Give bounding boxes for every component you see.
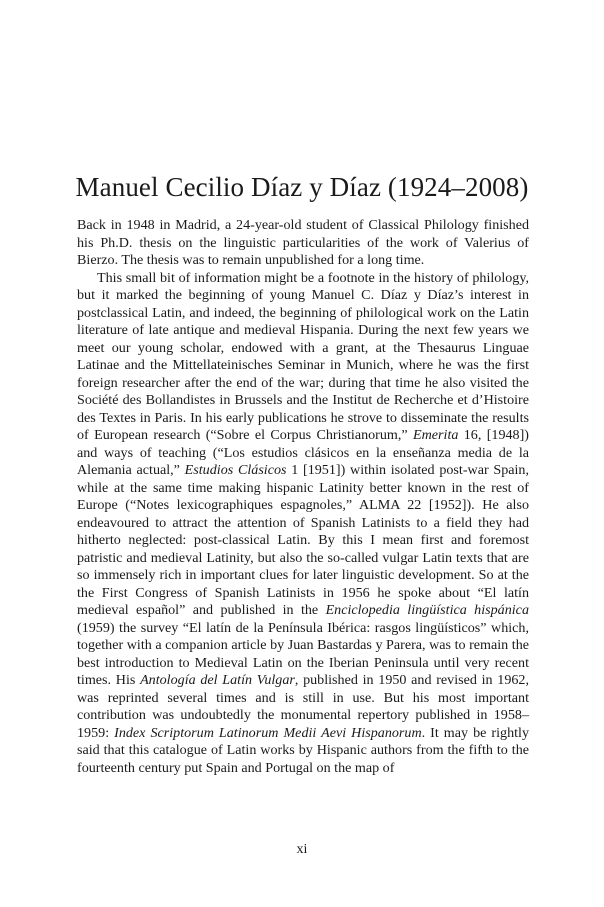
text-run: . It may be rightly said that this catalogue of Latin works by Hispanic authors from the fifth to the fourteenth century put Spain and Portugal on the map of	[77, 724, 529, 776]
text-run: , published in 1950 and revised in 1962, was reprinted several times and is still in use. But his most important contribution was undoubtedly the monumental repertory published in 1958–1959:	[77, 672, 530, 741]
paragraph-2	[77, 270, 529, 778]
journal-title-estudios-clasicos: Estudios Clásicos	[184, 462, 287, 478]
work-title-antologia: Antología del Latín Vulgar	[140, 672, 295, 688]
chapter-title: Manuel Cecilio Díaz y Díaz (1924–2008)	[75, 172, 529, 202]
page-number: xi	[296, 842, 308, 857]
text-run: This small bit of information might be a footnote in the history of philology, but it marked the beginning of young Manuel C. Díaz y Díaz’s interest in postclassical Latin, and indeed, the beginning of philological work on the Latin literature of late antique and medieval Hispania. During the next few years we meet our young scholar, endowed with a grant, at the Thesaurus Linguae Latinae and the Mittellateinisches Seminar in Munich, where he was the first foreign researcher after the end of the war; during that time he also visited the Société des Bollandistes in Brussels and the Institut de Recherche et d’Histoire des Textes in Paris. In his early publications he strove to disseminate the results of European research (“Sobre el Corpus Christianorum,”	[77, 269, 529, 443]
text-run: (1959) the survey “El latín de la Península Ibérica: rasgos lingüísticos” which, together with a companion article by Juan Bastardas y Parera, was to remain the best introduction to Medieval Latin on the Iberian Peninsula until very recent times. His	[77, 619, 529, 688]
journal-title-emerita: Emerita	[413, 427, 459, 443]
work-title-index: Index Scriptorum Latinorum Medii Aevi Hispanorum	[114, 724, 422, 741]
work-title-enciclopedia: Enciclopedia lingüística hispánica	[325, 602, 529, 618]
paragraph-1: Back in 1948 in Madrid, a 24-year-old student of Classical Philology finished his Ph.D. thesis on the linguistic particularities of the work of Valerius of Bierzo. The thesis was to remain unpublished for a long time.	[77, 217, 529, 268]
body-text	[77, 217, 529, 777]
text-run: 16, [1948]) and ways of teaching (“Los estudios clásicos en la enseñanza media de la Alemania actual,”	[77, 427, 529, 478]
text-run: 1 [1951]) within isolated post-war Spain, while at the same time making hispanic Latinity better known in the rest of Europe (“Notes lexicographiques espagnoles,” ALMA 22 [1952]). He also endeavoured to attract the attention of Spanish Latinists to a field they had hitherto neglected: post-classical Latin. By this I mean first and foremost patristic and medieval Latinity, but also the so-called vulgar Latin texts that are so immensely rich in important clues for later linguistic development. So at the the First Congress of Spanish Latinists in 1956 he spoke about “El latín medieval español” and published in the	[77, 462, 529, 618]
